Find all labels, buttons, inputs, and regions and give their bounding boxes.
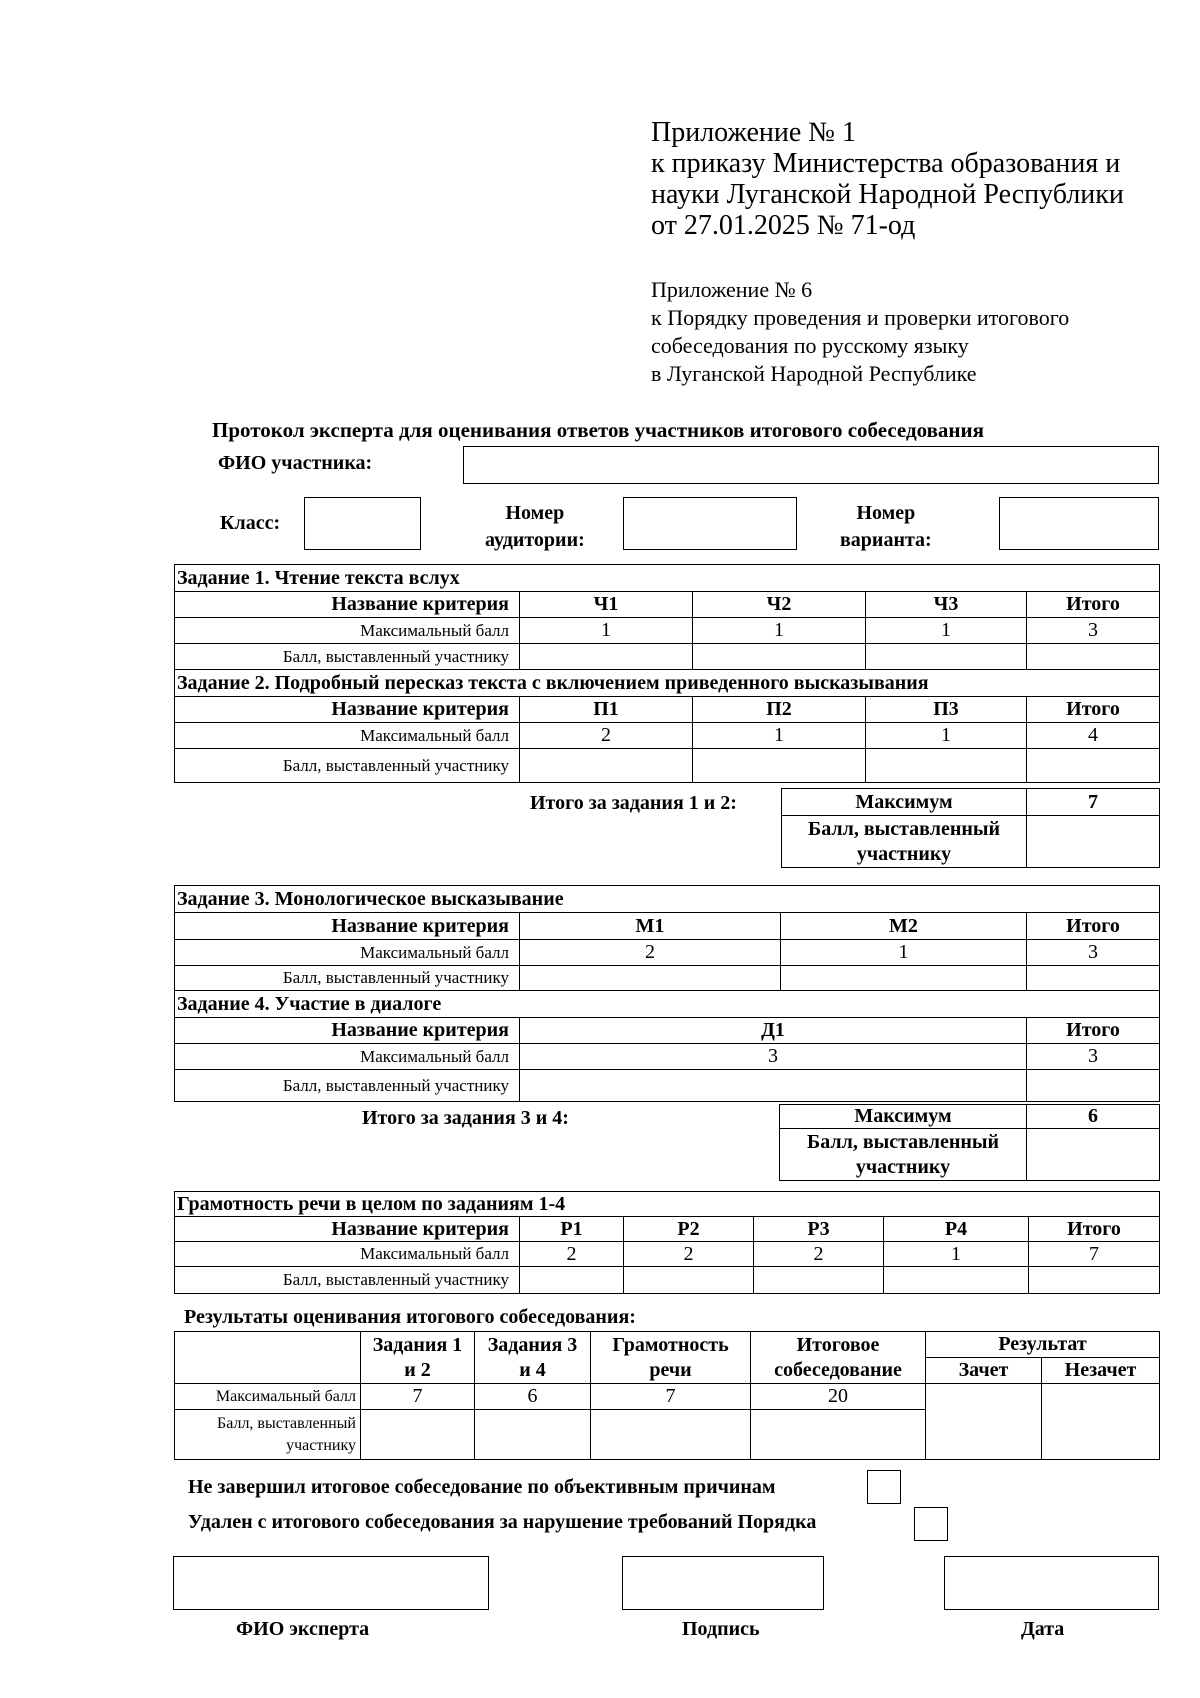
task1-max: 1: [866, 618, 1027, 644]
pass-cell[interactable]: [926, 1384, 1042, 1460]
task4-score-cell[interactable]: [520, 1070, 1027, 1102]
task1-title: Задание 1. Чтение текста вслух: [175, 565, 1160, 592]
task2-max: 1: [693, 723, 866, 749]
date-field[interactable]: [944, 1556, 1159, 1610]
variant-label-line: варианта:: [840, 529, 932, 551]
appendix-1-line: Приложение № 1: [651, 117, 856, 148]
results-col-line: Задания 3: [487, 1333, 578, 1356]
pass-header: Зачет: [926, 1358, 1042, 1384]
results-score-cell[interactable]: [751, 1410, 926, 1460]
task4-title: Задание 4. Участие в диалоге: [175, 991, 1160, 1018]
task2-score-cell[interactable]: [520, 749, 693, 783]
sum-1-2-given-cell[interactable]: [1027, 816, 1160, 868]
task2-col: П3: [866, 697, 1027, 723]
total-header: Итого: [1027, 913, 1160, 940]
max-label: Максимальный балл: [175, 723, 520, 749]
criterion-label: Название критерия: [175, 913, 520, 940]
literacy-col: Р2: [624, 1217, 754, 1242]
appendix-1-line: к приказу Министерства образования и: [651, 148, 1121, 179]
results-col-line: и 4: [519, 1358, 546, 1381]
class-field[interactable]: [304, 497, 421, 550]
task3-title: Задание 3. Монологическое высказывание: [175, 886, 1160, 913]
variant-label-line: Номер: [856, 502, 916, 524]
room-field[interactable]: [623, 497, 797, 550]
results-score-cell[interactable]: [591, 1410, 751, 1460]
task2-col: П1: [520, 697, 693, 723]
results-col: [361, 1332, 475, 1384]
task2-max: 2: [520, 723, 693, 749]
literacy-score-cell[interactable]: [624, 1267, 754, 1294]
max-label: Максимальный балл: [175, 618, 520, 644]
results-col-line: Задания 1: [372, 1333, 463, 1356]
signature-label: Подпись: [682, 1618, 760, 1640]
fio-label: ФИО участника:: [218, 452, 373, 474]
max-label: Максимальный балл: [175, 1044, 520, 1070]
literacy-col: Р3: [754, 1217, 884, 1242]
task4-total-cell[interactable]: [1027, 1070, 1160, 1102]
task1-total-cell[interactable]: [1027, 644, 1160, 670]
fio-field[interactable]: [463, 446, 1159, 484]
task3-score-cell[interactable]: [520, 966, 781, 991]
tasks-1-2-table: [174, 564, 1160, 783]
total-header: Итого: [1027, 1018, 1160, 1044]
given-line: участнику: [286, 1436, 356, 1454]
task3-max-total: 3: [1027, 940, 1160, 966]
task2-max: 1: [866, 723, 1027, 749]
given-label: Балл, выставленный участнику: [175, 1070, 520, 1102]
sum-3-4-given-label: [780, 1129, 1027, 1181]
sum-3-4-max-label: Максимум: [780, 1105, 1027, 1129]
results-max: 20: [751, 1384, 926, 1410]
appendix-6-line: в Луганской Народной Республике: [651, 361, 977, 386]
not-finished-label: Не завершил итоговое собеседование по объективным причинам: [188, 1476, 776, 1498]
literacy-score-cell[interactable]: [754, 1267, 884, 1294]
task1-col: Ч3: [866, 592, 1027, 618]
given-line: участнику: [855, 1155, 951, 1178]
appendix-1-line: науки Луганской Народной Республики: [651, 179, 1124, 210]
results-max: 7: [361, 1384, 475, 1410]
literacy-col: Р4: [884, 1217, 1029, 1242]
removed-checkbox[interactable]: [914, 1507, 948, 1541]
literacy-title: Грамотность речи в целом по заданиям 1-4: [175, 1192, 1160, 1217]
results-table: [174, 1331, 1160, 1460]
room-label-line: аудитории:: [485, 529, 585, 551]
literacy-total-cell[interactable]: [1029, 1267, 1160, 1294]
result-header: Результат: [926, 1332, 1160, 1358]
results-col-line: собеседование: [774, 1358, 902, 1381]
given-label: Балл, выставленный участнику: [175, 644, 520, 670]
sum-3-4-given-cell[interactable]: [1027, 1129, 1160, 1181]
given-line: Балл, выставленный: [807, 817, 1001, 840]
task3-max: 1: [781, 940, 1027, 966]
task1-max-total: 3: [1027, 618, 1160, 644]
given-line: участнику: [856, 842, 952, 865]
task2-total-cell[interactable]: [1027, 749, 1160, 783]
fail-header: Незачет: [1042, 1358, 1160, 1384]
results-max-label: Максимальный балл: [175, 1384, 361, 1410]
sum-1-2-given-label: [782, 816, 1027, 868]
results-col: [591, 1332, 751, 1384]
sum-3-4-max: 6: [1027, 1105, 1160, 1129]
protocol-title: Протокол эксперта для оценивания ответов участников итогового собеседования: [212, 418, 984, 442]
literacy-col: Р1: [520, 1217, 624, 1242]
task1-col: Ч1: [520, 592, 693, 618]
given-label: Балл, выставленный участнику: [175, 1267, 520, 1294]
criterion-label: Название критерия: [175, 697, 520, 723]
results-max: 7: [591, 1384, 751, 1410]
results-given-label: [175, 1410, 361, 1460]
expert-fio-field[interactable]: [173, 1556, 489, 1610]
task1-max: 1: [520, 618, 693, 644]
task3-col: М1: [520, 913, 781, 940]
appendix-6-line: к Порядку проведения и проверки итогового: [651, 305, 1070, 330]
variant-field[interactable]: [999, 497, 1159, 550]
max-label: Максимальный балл: [175, 1242, 520, 1267]
task1-max: 1: [693, 618, 866, 644]
appendix-6-line: Приложение № 6: [651, 277, 813, 302]
results-col-line: и 2: [404, 1358, 431, 1381]
max-label: Максимальный балл: [175, 940, 520, 966]
literacy-max: 2: [754, 1242, 884, 1267]
results-score-cell[interactable]: [475, 1410, 591, 1460]
literacy-max-total: 7: [1029, 1242, 1160, 1267]
tasks-3-4-table: [174, 885, 1160, 1102]
appendix-6-block: [651, 276, 1191, 388]
results-col-line: Итоговое: [796, 1333, 880, 1356]
task1-score-cell[interactable]: [693, 644, 866, 670]
appendix-1-line: от 27.01.2025 № 71-од: [651, 210, 916, 241]
task3-max: 2: [520, 940, 781, 966]
criterion-label: Название критерия: [175, 1217, 520, 1242]
sum-3-4-table: [779, 1104, 1160, 1181]
total-header: Итого: [1029, 1217, 1160, 1242]
class-label: Класс:: [220, 512, 281, 534]
criterion-label: Название критерия: [175, 592, 520, 618]
task3-score-cell[interactable]: [781, 966, 1027, 991]
expert-fio-label: ФИО эксперта: [236, 1618, 370, 1640]
given-label: Балл, выставленный участнику: [175, 966, 520, 991]
fail-cell[interactable]: [1042, 1384, 1160, 1460]
appendix-1-block: [651, 117, 1191, 241]
not-finished-checkbox[interactable]: [867, 1470, 901, 1504]
task1-col: Ч2: [693, 592, 866, 618]
date-label: Дата: [1021, 1618, 1065, 1640]
results-col-line: Грамотность: [612, 1333, 729, 1356]
results-corner: [175, 1332, 361, 1384]
variant-label: [840, 500, 932, 554]
literacy-max: 2: [520, 1242, 624, 1267]
task2-col: П2: [693, 697, 866, 723]
given-label: Балл, выставленный участнику: [175, 749, 520, 783]
room-label-line: Номер: [505, 502, 565, 524]
task3-total-cell[interactable]: [1027, 966, 1160, 991]
task3-col: М2: [781, 913, 1027, 940]
task2-score-cell[interactable]: [693, 749, 866, 783]
criterion-label: Название критерия: [175, 1018, 520, 1044]
task1-score-cell[interactable]: [866, 644, 1027, 670]
sum-1-2-label: Итого за задания 1 и 2:: [530, 792, 737, 814]
results-col: [751, 1332, 926, 1384]
literacy-score-cell[interactable]: [520, 1267, 624, 1294]
literacy-score-cell[interactable]: [884, 1267, 1029, 1294]
task4-col: Д1: [520, 1018, 1027, 1044]
sum-1-2-table: [781, 788, 1160, 868]
sum-1-2-max: 7: [1027, 789, 1160, 816]
task4-max: 3: [520, 1044, 1027, 1070]
sum-1-2-max-label: Максимум: [782, 789, 1027, 816]
literacy-table: [174, 1191, 1160, 1294]
room-label: [485, 500, 585, 554]
sum-3-4-label: Итого за задания 3 и 4:: [362, 1107, 569, 1129]
appendix-6-line: собеседования по русскому языку: [651, 333, 969, 358]
literacy-max: 2: [624, 1242, 754, 1267]
total-header: Итого: [1027, 697, 1160, 723]
results-title: Результаты оценивания итогового собеседования:: [184, 1306, 636, 1328]
removed-label: Удален с итогового собеседования за нарушение требований Порядка: [188, 1511, 817, 1533]
results-score-cell[interactable]: [361, 1410, 475, 1460]
task1-score-cell[interactable]: [520, 644, 693, 670]
literacy-max: 1: [884, 1242, 1029, 1267]
total-header: Итого: [1027, 592, 1160, 618]
results-max: 6: [475, 1384, 591, 1410]
given-line: Балл, выставленный: [806, 1130, 1000, 1153]
task2-title: Задание 2. Подробный пересказ текста с включением приведенного высказывания: [175, 670, 1160, 697]
task2-max-total: 4: [1027, 723, 1160, 749]
task2-score-cell[interactable]: [866, 749, 1027, 783]
results-col-line: речи: [649, 1358, 692, 1381]
given-line: Балл, выставленный: [217, 1414, 356, 1432]
results-col: [475, 1332, 591, 1384]
task4-max-total: 3: [1027, 1044, 1160, 1070]
signature-field[interactable]: [622, 1556, 824, 1610]
